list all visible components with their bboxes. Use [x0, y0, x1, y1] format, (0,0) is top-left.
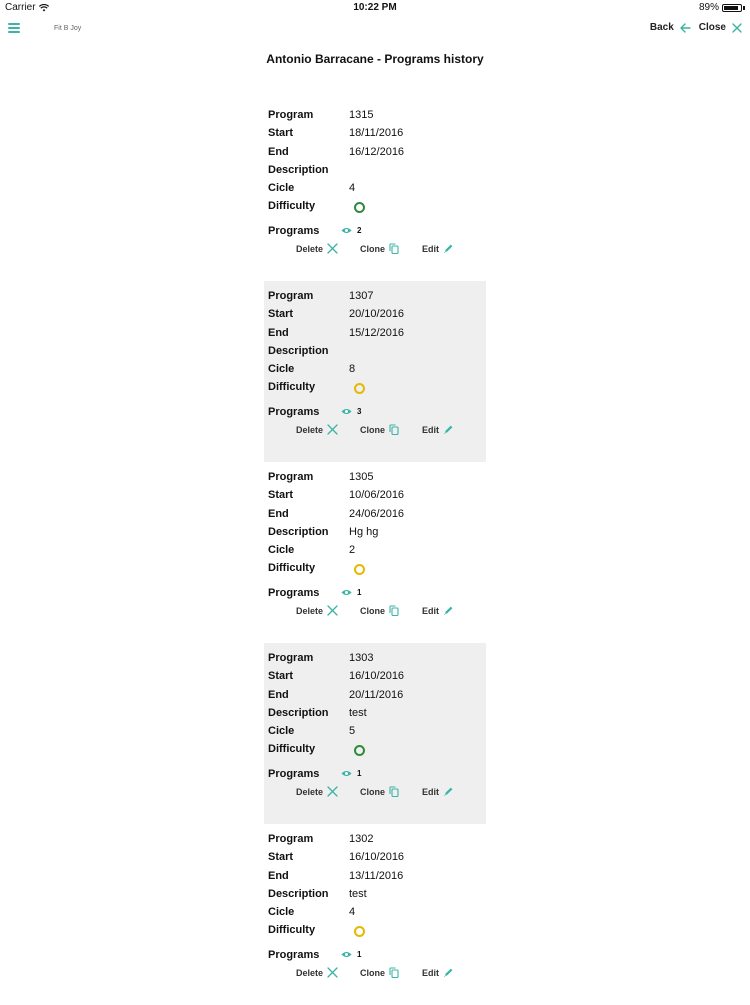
description-value: test	[349, 887, 367, 900]
delete-button[interactable]	[296, 967, 360, 978]
programs-count: 3	[357, 406, 362, 416]
program-card	[264, 462, 486, 643]
program-row	[268, 830, 486, 848]
edit-label: Edit	[422, 786, 439, 797]
delete-button[interactable]	[296, 605, 360, 616]
delete-button[interactable]	[296, 243, 360, 254]
program-row	[268, 468, 486, 486]
difficulty-label: Difficulty	[268, 743, 316, 756]
description-label: Description	[268, 706, 329, 719]
page-title: Antonio Barracane - Programs history	[266, 52, 484, 66]
start-row	[268, 667, 486, 685]
difficulty-row	[268, 378, 486, 396]
close-button[interactable]	[699, 22, 742, 33]
delete-button[interactable]	[296, 424, 360, 435]
end-label: End	[268, 326, 289, 339]
end-label: End	[268, 869, 289, 882]
cicle-row	[268, 179, 486, 197]
description-label: Description	[268, 344, 329, 357]
clone-label: Clone	[360, 605, 386, 616]
program-row	[268, 106, 486, 124]
clone-label: Clone	[360, 243, 386, 254]
card-actions	[296, 605, 454, 616]
difficulty-label: Difficulty	[268, 381, 316, 394]
card-actions	[296, 424, 454, 435]
pencil-icon	[443, 967, 454, 978]
difficulty-row	[268, 921, 486, 939]
start-label: Start	[268, 851, 294, 864]
clone-button[interactable]	[360, 605, 422, 616]
difficulty-row	[268, 559, 486, 577]
copy-icon	[389, 967, 399, 978]
cicle-row	[268, 360, 486, 378]
edit-button[interactable]	[422, 424, 454, 435]
back-button[interactable]	[650, 22, 691, 33]
start-date: 16/10/2016	[349, 851, 405, 864]
edit-label: Edit	[422, 424, 439, 435]
start-label: Start	[268, 670, 294, 683]
cicle-row	[268, 722, 486, 740]
end-date: 13/11/2016	[349, 869, 404, 882]
program-card	[264, 100, 486, 281]
pencil-icon	[443, 243, 454, 254]
program-label: Program	[268, 652, 314, 664]
programs-label: Programs	[268, 767, 320, 780]
program-card	[264, 281, 486, 462]
edit-button[interactable]	[422, 786, 454, 797]
card-actions	[296, 243, 454, 254]
end-date: 15/12/2016	[349, 326, 405, 339]
programs-label: Programs	[268, 586, 320, 599]
program-row	[268, 649, 486, 667]
end-row	[268, 324, 486, 342]
delete-label: Delete	[296, 605, 324, 616]
difficulty-row	[268, 740, 486, 758]
clone-label: Clone	[360, 786, 386, 797]
programs-row	[268, 222, 486, 240]
program-id: 1302	[349, 833, 374, 845]
clone-button[interactable]	[360, 243, 422, 254]
pencil-icon	[443, 605, 454, 616]
difficulty-circle-icon	[354, 745, 365, 756]
copy-icon	[389, 243, 399, 254]
close-icon	[327, 424, 338, 435]
description-row	[268, 704, 486, 722]
start-row	[268, 124, 486, 142]
battery-icon	[722, 4, 742, 12]
edit-label: Edit	[422, 967, 439, 978]
start-date: 16/10/2016	[349, 670, 405, 683]
cicle-value: 4	[349, 906, 356, 919]
cicle-row	[268, 541, 486, 559]
end-date: 24/06/2016	[349, 507, 405, 520]
delete-label: Delete	[296, 786, 324, 797]
close-icon	[327, 605, 338, 616]
eye-icon[interactable]	[341, 408, 352, 415]
close-label: Close	[698, 22, 726, 33]
description-row	[268, 885, 486, 903]
cicle-row	[268, 903, 486, 921]
start-date: 10/06/2016	[349, 489, 405, 502]
programs-count: 1	[357, 587, 362, 597]
clone-button[interactable]	[360, 967, 422, 978]
cicle-value: 4	[349, 182, 356, 195]
program-card	[264, 643, 486, 824]
end-date: 20/11/2016	[349, 688, 404, 701]
programs-label: Programs	[268, 224, 320, 237]
cicle-label: Cicle	[268, 906, 295, 919]
delete-label: Delete	[296, 243, 324, 254]
description-row	[268, 342, 486, 360]
delete-label: Delete	[296, 967, 324, 978]
end-row	[268, 143, 486, 161]
description-row	[268, 161, 486, 179]
back-label: Back	[649, 22, 674, 33]
program-id: 1305	[349, 471, 374, 483]
hamburger-menu-icon[interactable]	[8, 23, 20, 33]
clone-label: Clone	[360, 424, 386, 435]
edit-label: Edit	[422, 605, 439, 616]
program-id: 1315	[349, 109, 374, 121]
eye-icon[interactable]	[341, 589, 352, 596]
difficulty-circle-icon	[354, 383, 365, 394]
programs-row	[268, 765, 486, 783]
programs-row	[268, 946, 486, 964]
cicle-value: 5	[349, 725, 356, 738]
clone-button[interactable]	[360, 424, 422, 435]
delete-label: Delete	[296, 424, 324, 435]
difficulty-label: Difficulty	[268, 200, 316, 213]
close-icon	[327, 243, 338, 254]
pencil-icon	[443, 424, 454, 435]
description-label: Description	[268, 163, 329, 176]
nav-bar	[0, 18, 750, 42]
end-date: 16/12/2016	[349, 145, 405, 158]
start-label: Start	[268, 308, 294, 321]
programs-count: 1	[357, 949, 362, 959]
start-row	[268, 305, 486, 323]
description-value: Hg hg	[349, 525, 379, 538]
programs-count: 2	[357, 225, 362, 235]
edit-label: Edit	[422, 243, 439, 254]
cicle-label: Cicle	[268, 363, 295, 376]
eye-icon[interactable]	[341, 770, 352, 777]
start-date: 18/11/2016	[349, 127, 404, 140]
programs-count: 1	[357, 768, 362, 778]
end-row	[268, 505, 486, 523]
card-actions	[296, 967, 454, 978]
battery-indicator	[699, 2, 745, 13]
end-row	[268, 867, 486, 885]
app-name: Fit B Joy	[54, 25, 82, 32]
battery-percent: 89%	[698, 2, 719, 13]
clone-button[interactable]	[360, 786, 422, 797]
eye-icon[interactable]	[341, 951, 352, 958]
difficulty-label: Difficulty	[268, 924, 316, 937]
program-row	[268, 287, 486, 305]
difficulty-circle-icon	[354, 202, 365, 213]
programs-label: Programs	[268, 405, 320, 418]
cicle-label: Cicle	[268, 182, 295, 195]
copy-icon	[389, 605, 399, 616]
arrow-left-icon	[680, 23, 691, 33]
program-label: Program	[268, 290, 314, 302]
start-label: Start	[268, 489, 294, 502]
start-row	[268, 486, 486, 504]
end-row	[268, 686, 486, 704]
program-id: 1307	[349, 290, 374, 302]
status-bar	[0, 0, 750, 16]
eye-icon[interactable]	[341, 227, 352, 234]
description-label: Description	[268, 887, 329, 900]
program-label: Program	[268, 833, 314, 845]
description-row	[268, 523, 486, 541]
program-history-list	[264, 100, 486, 1005]
start-date: 20/10/2016	[349, 308, 405, 321]
copy-icon	[389, 786, 399, 797]
close-icon	[732, 23, 742, 33]
difficulty-row	[268, 197, 486, 215]
end-label: End	[268, 507, 289, 520]
edit-button[interactable]	[422, 967, 454, 978]
program-label: Program	[268, 471, 314, 483]
copy-icon	[389, 424, 399, 435]
cicle-value: 8	[349, 363, 356, 376]
cicle-value: 2	[349, 544, 356, 557]
difficulty-circle-icon	[354, 926, 365, 937]
pencil-icon	[443, 786, 454, 797]
close-icon	[327, 967, 338, 978]
description-value: test	[349, 706, 367, 719]
description-label: Description	[268, 525, 329, 538]
program-card	[264, 824, 486, 1005]
programs-row	[268, 584, 486, 602]
edit-button[interactable]	[422, 605, 454, 616]
cicle-label: Cicle	[268, 725, 295, 738]
edit-button[interactable]	[422, 243, 454, 254]
close-icon	[327, 786, 338, 797]
delete-button[interactable]	[296, 786, 360, 797]
start-row	[268, 848, 486, 866]
status-time: 10:22 PM	[353, 2, 397, 13]
start-label: Start	[268, 127, 294, 140]
card-actions	[296, 786, 454, 797]
difficulty-label: Difficulty	[268, 562, 316, 575]
program-id: 1303	[349, 652, 374, 664]
clone-label: Clone	[360, 967, 386, 978]
programs-row	[268, 403, 486, 421]
end-label: End	[268, 145, 289, 158]
difficulty-circle-icon	[354, 564, 365, 575]
program-label: Program	[268, 109, 314, 121]
carrier-label: Carrier	[5, 2, 36, 13]
programs-label: Programs	[268, 948, 320, 961]
end-label: End	[268, 688, 289, 701]
cicle-label: Cicle	[268, 544, 295, 557]
